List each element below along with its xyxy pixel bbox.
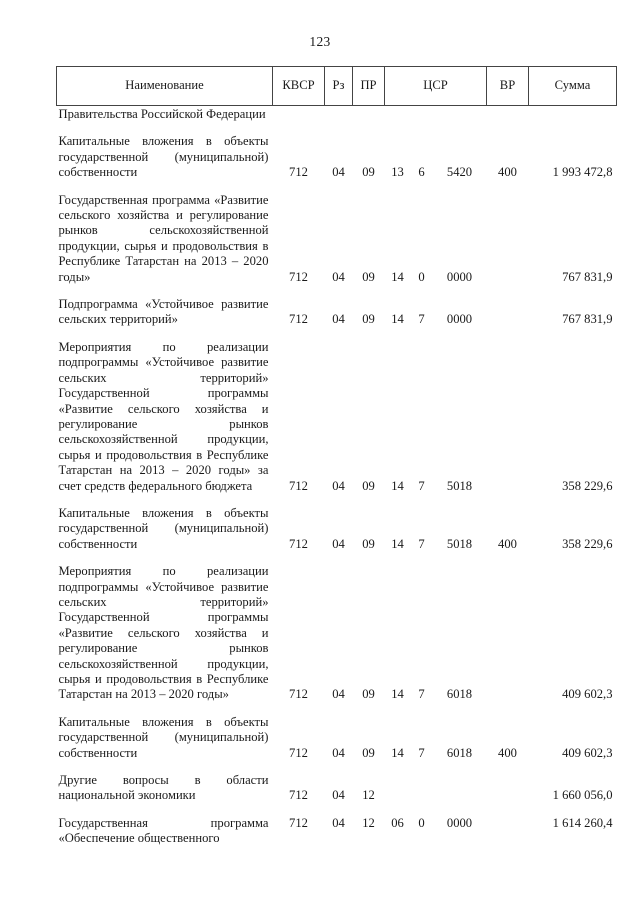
row-csr-subprogram: 0	[418, 815, 425, 830]
row-csr-subprogram: 7	[418, 478, 425, 493]
row-sum: 767 831,9	[562, 312, 613, 327]
row-csr-direction: 5018	[446, 478, 473, 493]
row-csr-direction	[433, 106, 487, 135]
table-body	[57, 106, 617, 847]
row-sum: 409 602,3	[562, 745, 613, 760]
row-rz: 04	[332, 745, 345, 760]
row-name: Капитальные вложения в объекты государственной (муниципальной) собственности	[58, 134, 269, 180]
row-csr-program: 14	[391, 745, 404, 760]
row-kvsr: 712	[289, 269, 308, 284]
header-pr: ПР	[353, 67, 385, 106]
row-csr-subprogram: 7	[418, 536, 425, 551]
header-sum: Сумма	[529, 67, 617, 106]
row-csr-program	[385, 106, 411, 135]
header-vr: ВР	[487, 67, 529, 106]
row-name: Капитальные вложения в объекты государственной (муниципальной) собственности	[58, 505, 269, 551]
row-name: Государственная программа «Обеспечение общественного	[58, 815, 269, 846]
row-sum: 767 831,9	[562, 269, 613, 284]
row-rz: 04	[332, 536, 345, 551]
row-vr	[487, 340, 529, 506]
row-csr-subprogram: 7	[418, 312, 425, 327]
row-csr-subprogram: 7	[418, 687, 425, 702]
table-row	[57, 134, 617, 192]
row-csr-subprogram: 7	[418, 745, 425, 760]
row-sum: 358 229,6	[562, 536, 613, 551]
row-rz: 04	[332, 687, 345, 702]
row-name: Правительства Российской Федерации	[58, 107, 266, 121]
header-rz: Рз	[325, 67, 353, 106]
table-row	[57, 564, 617, 715]
row-name: Подпрограмма «Устойчивое развитие сельских территорий»	[58, 297, 269, 327]
header-csr: ЦСР	[385, 67, 487, 106]
row-name: Мероприятия по реализации подпрограммы «Устойчивое развитие сельских территорий» Государственной программы «Развитие сельского хозяйства и регулирование рынков сельскохозяйственной продукции, сырья и продовольствия в Республике Татарстан на 2013 – 2020 годы» за счет средств федерального бюджета	[58, 339, 269, 493]
row-csr-subprogram: 6	[418, 165, 425, 180]
page-number: 123	[309, 34, 331, 49]
row-csr-direction: 0000	[446, 312, 473, 327]
row-vr	[487, 193, 529, 297]
row-csr-subprogram	[411, 106, 433, 135]
row-csr-program	[385, 773, 411, 816]
row-kvsr: 712	[289, 312, 308, 327]
table-row	[57, 340, 617, 506]
row-kvsr: 712	[289, 536, 308, 551]
row-csr-direction	[433, 773, 487, 816]
row-pr: 12	[362, 815, 375, 830]
table-row	[57, 297, 617, 340]
row-csr-direction: 0000	[446, 269, 473, 284]
row-kvsr: 712	[289, 478, 308, 493]
row-pr: 09	[362, 687, 375, 702]
row-name: Капитальные вложения в объекты государственной (муниципальной) собственности	[58, 714, 269, 760]
table-header	[57, 67, 617, 106]
row-pr: 09	[362, 536, 375, 551]
row-csr-program: 14	[391, 312, 404, 327]
row-vr: 400	[498, 165, 517, 180]
row-name: Государственная программа «Развитие сельского хозяйства и регулирование рынков сельскохозяйственной продукции, сырья и продовольствия в Республике Татарстан на 2013 – 2020 годы»	[58, 192, 269, 284]
row-pr: 09	[362, 312, 375, 327]
row-csr-program: 14	[391, 536, 404, 551]
row-sum: 1 660 056,0	[552, 788, 613, 803]
row-rz: 04	[332, 788, 345, 803]
table-row	[57, 193, 617, 297]
row-csr-direction: 5420	[446, 165, 473, 180]
row-kvsr: 712	[289, 788, 308, 803]
row-csr-direction: 6018	[446, 687, 473, 702]
row-rz: 04	[332, 478, 345, 493]
row-csr-subprogram	[411, 773, 433, 816]
row-kvsr: 712	[289, 745, 308, 760]
row-rz: 04	[332, 165, 345, 180]
table-row	[57, 106, 617, 135]
budget-table	[56, 66, 617, 847]
row-sum: 1 993 472,8	[552, 165, 613, 180]
row-vr: 400	[498, 745, 517, 760]
table-row	[57, 816, 617, 847]
row-sum: 1 614 260,4	[552, 815, 613, 830]
row-vr	[487, 106, 529, 135]
row-rz	[325, 106, 353, 135]
table-row	[57, 773, 617, 816]
row-kvsr: 712	[289, 165, 308, 180]
row-csr-program: 14	[391, 269, 404, 284]
row-pr: 09	[362, 478, 375, 493]
row-kvsr: 712	[289, 687, 308, 702]
table-row	[57, 506, 617, 564]
row-pr: 09	[362, 165, 375, 180]
row-csr-program: 14	[391, 478, 404, 493]
row-sum: 409 602,3	[562, 687, 613, 702]
row-csr-program: 13	[391, 165, 404, 180]
table-row	[57, 715, 617, 773]
row-kvsr: 712	[289, 815, 308, 830]
row-rz: 04	[332, 312, 345, 327]
row-vr	[487, 564, 529, 715]
row-csr-direction: 0000	[446, 815, 473, 830]
row-vr	[487, 816, 529, 847]
row-name: Мероприятия по реализации подпрограммы «Устойчивое развитие сельских территорий» Государственной программы «Развитие сельского хозяйства и регулирование рынков сельскохозяйственной продукции, сырья и продовольствия в Республике Татарстан на 2013 – 2020 годы»	[58, 564, 269, 702]
row-vr	[487, 297, 529, 340]
row-sum: 358 229,6	[562, 478, 613, 493]
row-csr-program: 14	[391, 687, 404, 702]
header-name: Наименование	[57, 67, 273, 106]
row-csr-direction: 5018	[446, 536, 473, 551]
row-csr-subprogram: 0	[418, 269, 425, 284]
row-vr	[487, 773, 529, 816]
row-pr	[353, 106, 385, 135]
row-csr-direction: 6018	[446, 745, 473, 760]
row-csr-program: 06	[391, 815, 404, 830]
row-pr: 09	[362, 269, 375, 284]
row-vr: 400	[498, 536, 517, 551]
row-kvsr	[273, 106, 325, 135]
header-kvsr: КВСР	[273, 67, 325, 106]
row-rz: 04	[332, 269, 345, 284]
row-rz: 04	[332, 815, 345, 830]
row-pr: 09	[362, 745, 375, 760]
row-pr: 12	[362, 788, 375, 803]
row-sum	[529, 106, 617, 135]
row-name: Другие вопросы в области национальной экономики	[58, 773, 269, 803]
